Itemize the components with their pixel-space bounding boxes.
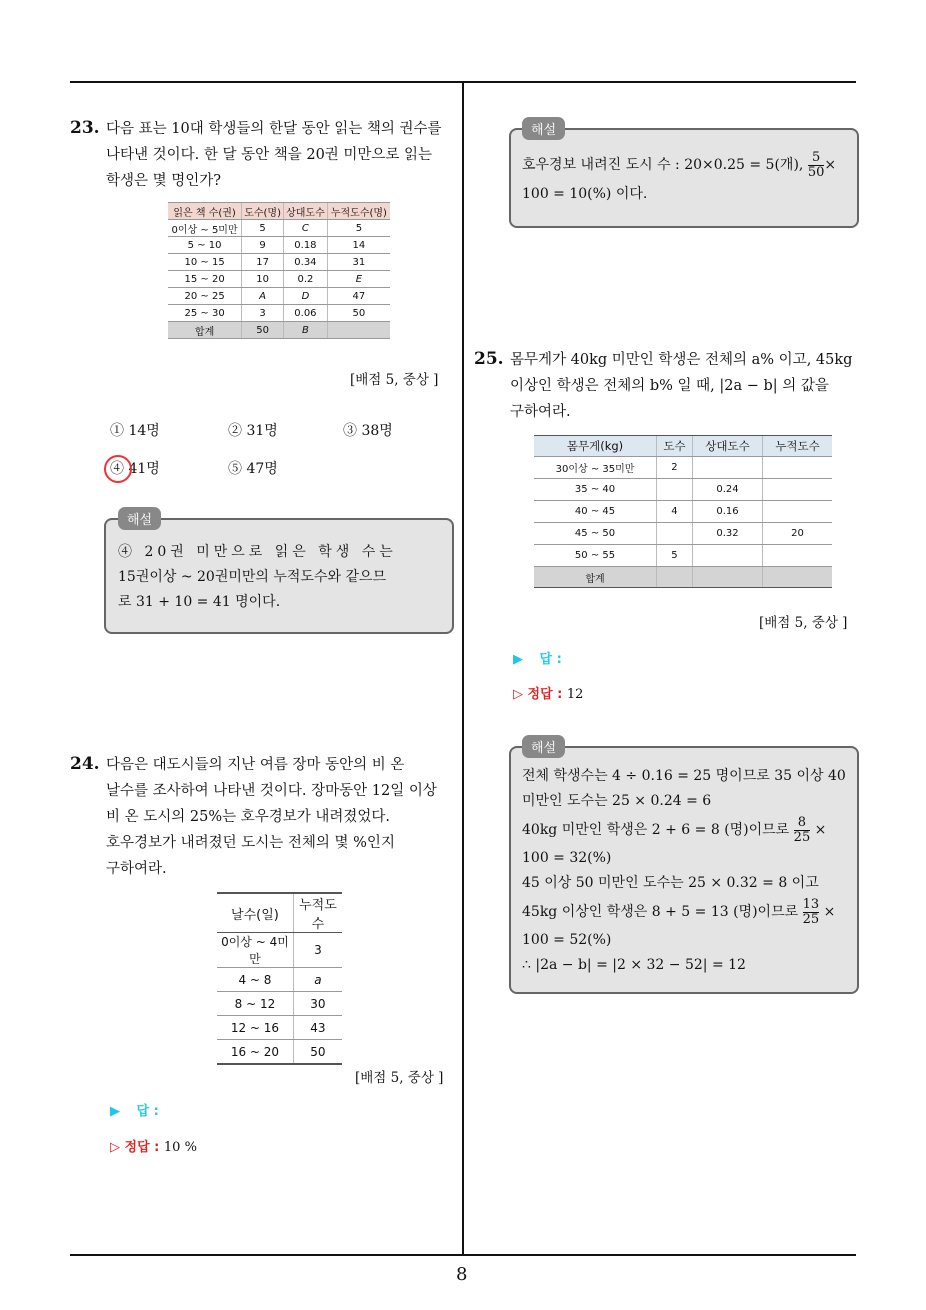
correct-arrow-icon: ▷ bbox=[110, 1140, 120, 1155]
choice-4[interactable]: ④ 41명 bbox=[110, 461, 160, 477]
q25-question: 몸무게가 40kg 미만인 학생은 전체의 a% 이고, 45kg 이상인 학생은 전체의 b% 일 때, |2a − b| 의 값을 구하여라. bbox=[510, 352, 853, 420]
table-row: 합계 50 B bbox=[168, 322, 390, 339]
q25-number: 25. bbox=[474, 349, 504, 369]
q25-solution-label: 해설 bbox=[522, 735, 565, 758]
q24-solution-label: 해설 bbox=[522, 117, 565, 140]
q25-correct-row: ▷ 정답 : 12 bbox=[513, 687, 584, 702]
table-row: 8 ~ 12 30 bbox=[217, 992, 342, 1016]
table-row: 45 ~ 50 0.32 20 bbox=[534, 523, 832, 545]
table-row: 35 ~ 40 0.24 bbox=[534, 479, 832, 501]
table-row: 4 ~ 8 a bbox=[217, 968, 342, 992]
choice-1[interactable]: ① 14명 bbox=[110, 423, 160, 439]
table-row: 20 ~ 25 A D 47 bbox=[168, 288, 390, 305]
table-row: 합계 bbox=[534, 567, 832, 588]
table-row: 0이상 ~ 4미만 3 bbox=[217, 933, 342, 968]
q23-score: [배점 5, 중상 ] bbox=[350, 372, 439, 388]
q24-solution-text: 호우경보 내려진 도시 수 : 20×0.25 = 5(개), $\frac{5}{50}$ × 100 = 10(%) 이다. bbox=[522, 149, 837, 202]
q25-score: [배점 5, 중상 ] bbox=[759, 615, 848, 631]
q23-question: 다음 표는 10대 학생들의 한달 동안 읽는 책의 권수를 나타낸 것이다. 한 달 동안 책을 20권 미만으로 읽는 학생은 몇 명인가? bbox=[106, 121, 442, 189]
q25-table: 몸무게(kg) 도수 상대도수 누적도수 30이상 ~ 35미만 2 35 ~ 40 0.24 40 ~ 45 4 0.16 45 ~ 50 0.32 20 50 ~ 55 5 합계 bbox=[534, 435, 832, 588]
q23-number: 23. bbox=[70, 118, 100, 138]
q23-table: 읽은 책 수(권) 도수(명) 상대도수 누적도수(명) 0이상 ~ 5미만 5 C 5 5 ~ 10 9 0.18 14 10 ~ 15 17 0.34 31 15 ~ 20 10 0.2 E 20 ~ 25 A D 47 25 ~ 30 3 0.06 50 합계 50 B bbox=[168, 202, 390, 339]
correct-arrow-icon: ▷ bbox=[513, 687, 523, 702]
selected-answer-circle bbox=[104, 455, 132, 483]
q25-answer-row: ▶ 답 : bbox=[513, 652, 562, 667]
table-row: 25 ~ 30 3 0.06 50 bbox=[168, 305, 390, 322]
bottom-rule bbox=[70, 1254, 856, 1256]
table-row: 16 ~ 20 50 bbox=[217, 1040, 342, 1065]
table-row: 15 ~ 20 10 0.2 E bbox=[168, 271, 390, 288]
q24-number: 24. bbox=[70, 754, 100, 774]
table-row: 30이상 ~ 35미만 2 bbox=[534, 457, 832, 479]
table-row: 50 ~ 55 5 bbox=[534, 545, 832, 567]
answer-arrow-icon: ▶ bbox=[513, 652, 523, 667]
choice-2[interactable]: ② 31명 bbox=[228, 423, 278, 439]
page-number: 8 bbox=[456, 1264, 468, 1285]
fraction: $\frac{8}{25}$ bbox=[793, 814, 811, 845]
q25-solution-text: 전체 학생수는 4 ÷ 0.16 = 25 명이므로 35 이상 40 미만인 도수는 25 × 0.24 = 6 40kg 미만인 학생은 2 + 6 = 8 (명)이므로 $\frac{8}{25}$ × 100 = 32(%) 45 이상 50 미만인 도수는 25 × 0.32 = 8 이고 45kg 이상인 학생은 8 + 5 = 13 (명)이므로 $\frac{13}{25}$ × 100 = 52(%) ∴ |2a − b| = |2 × 32 − 52| = 12 bbox=[522, 768, 846, 973]
table-row: 5 ~ 10 9 0.18 14 bbox=[168, 237, 390, 254]
choice-5[interactable]: ⑤ 47명 bbox=[228, 461, 278, 477]
q24-score: [배점 5, 중상 ] bbox=[355, 1070, 444, 1086]
q24-correct-row: ▷ 정답 : 10 % bbox=[110, 1140, 197, 1155]
q24-table: 날수(일) 누적도수 0이상 ~ 4미만 3 4 ~ 8 a 8 ~ 12 30 12 ~ 16 43 16 ~ 20 50 bbox=[217, 892, 342, 1065]
q24-question: 다음은 대도시들의 지난 여름 장마 동안의 비 온 날수를 조사하여 나타낸 것이다. 장마동안 12일 이상 비 온 도시의 25%는 호우경보가 내려졌었다. 호우경보가 내려졌던 도시는 전체의 몇 %인지 구하여라. bbox=[106, 757, 437, 877]
q24-answer-row: ▶ 답 : bbox=[110, 1104, 159, 1119]
fraction: $\frac{5}{50}$ bbox=[807, 149, 825, 180]
table-row: 40 ~ 45 4 0.16 bbox=[534, 501, 832, 523]
choice-3[interactable]: ③ 38명 bbox=[343, 423, 393, 439]
q23-solution-text: ④ 20권 미만으로 읽은 학생 수는 15권이상 ~ 20권미만의 누적도수와 같으므 로 31 + 10 = 41 명이다. bbox=[118, 544, 397, 610]
table-row: 10 ~ 15 17 0.34 31 bbox=[168, 254, 390, 271]
table-row: 0이상 ~ 5미만 5 C 5 bbox=[168, 220, 390, 237]
column-divider bbox=[462, 81, 464, 1255]
answer-arrow-icon: ▶ bbox=[110, 1104, 120, 1119]
table-row: 12 ~ 16 43 bbox=[217, 1016, 342, 1040]
q23-solution-label: 해설 bbox=[118, 507, 161, 530]
fraction: $\frac{13}{25}$ bbox=[802, 896, 820, 927]
